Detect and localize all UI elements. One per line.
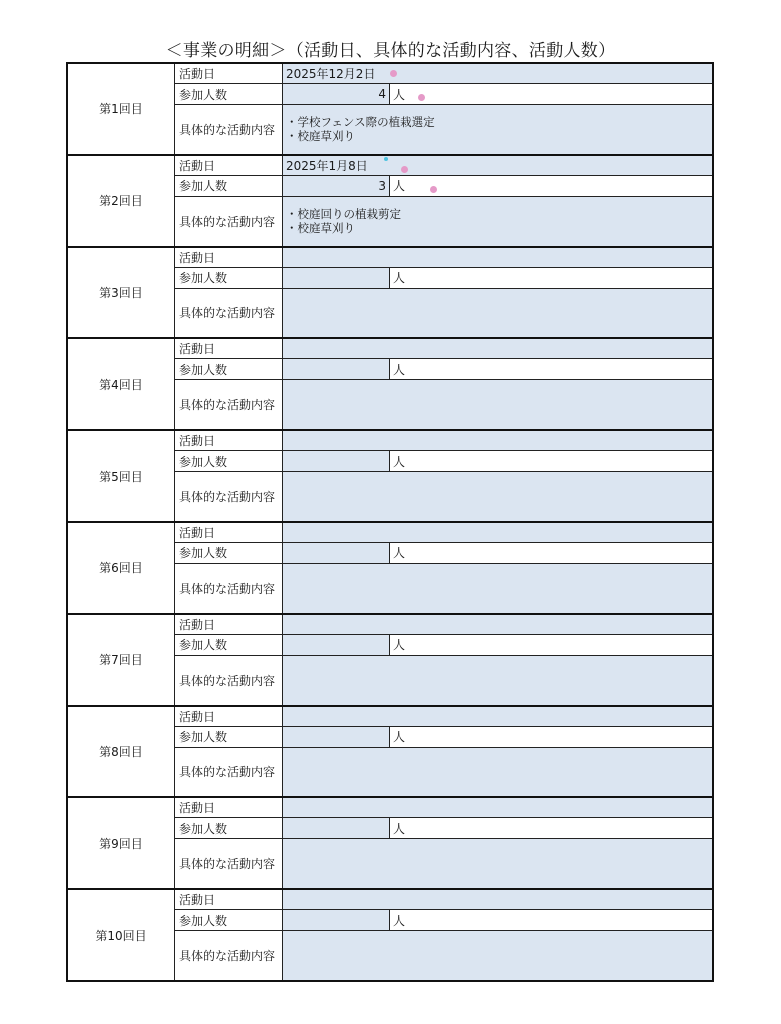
participants-unit (390, 176, 712, 196)
details-row (175, 289, 712, 338)
participants-unit (390, 268, 712, 288)
round-block (68, 431, 712, 523)
participants-unit (390, 635, 712, 655)
unit-text: 人 (393, 913, 406, 928)
participants-row (175, 818, 712, 839)
participants-row (175, 451, 712, 472)
round-label: 第6回目 (68, 523, 175, 613)
participants-field[interactable]: 4 (283, 84, 390, 104)
round-label: 第5回目 (68, 431, 175, 521)
date-row (175, 798, 712, 818)
round-block (68, 890, 712, 980)
date-row (175, 431, 712, 451)
details-label: 具体的な活動内容 (175, 472, 283, 521)
round-label: 第1回目 (68, 64, 175, 154)
participants-unit (390, 910, 712, 930)
date-label: 活動日 (175, 339, 283, 358)
unit-text: 人 (393, 638, 406, 653)
date-value: 2025年1月8日 (286, 158, 368, 173)
details-label: 具体的な活動内容 (175, 931, 283, 980)
details-label: 具体的な活動内容 (175, 289, 283, 338)
date-label: 活動日 (175, 798, 283, 817)
date-field[interactable] (283, 339, 712, 358)
date-row (175, 64, 712, 84)
details-row (175, 105, 712, 154)
page-title: ＜事業の明細＞（活動日、具体的な活動内容、活動人数） (165, 41, 616, 61)
participants-unit (390, 818, 712, 838)
participants-field[interactable] (283, 359, 390, 379)
unit-text: 人 (393, 730, 406, 745)
details-label: 具体的な活動内容 (175, 105, 283, 154)
participants-row (175, 359, 712, 380)
participants-field[interactable] (283, 910, 390, 930)
round-label: 第2回目 (68, 156, 175, 246)
details-field[interactable] (283, 380, 712, 429)
date-field[interactable] (283, 615, 712, 634)
round-block (68, 798, 712, 890)
date-field[interactable] (283, 64, 712, 83)
unit-text: 人 (393, 454, 406, 469)
participants-row (175, 727, 712, 748)
annotation-dot (384, 157, 388, 161)
date-label: 活動日 (175, 523, 283, 542)
date-row (175, 523, 712, 543)
participants-unit (390, 451, 712, 471)
participants-field[interactable] (283, 268, 390, 288)
round-label: 第4回目 (68, 339, 175, 429)
participants-label: 参加人数 (175, 451, 283, 471)
participants-label: 参加人数 (175, 176, 283, 196)
unit-text: 人 (393, 821, 406, 836)
details-field[interactable] (283, 839, 712, 888)
participants-label: 参加人数 (175, 84, 283, 104)
participants-field[interactable] (283, 818, 390, 838)
details-label: 具体的な活動内容 (175, 748, 283, 797)
date-field[interactable] (283, 523, 712, 542)
annotation-dot (430, 186, 437, 193)
participants-label: 参加人数 (175, 727, 283, 747)
participants-unit (390, 359, 712, 379)
participants-row (175, 84, 712, 105)
participants-label: 参加人数 (175, 359, 283, 379)
details-field[interactable] (283, 197, 712, 246)
unit-text: 人 (393, 362, 406, 377)
details-row (175, 564, 712, 613)
participants-unit (390, 84, 712, 104)
date-field[interactable] (283, 798, 712, 817)
unit-text: 人 (393, 179, 406, 194)
date-label: 活動日 (175, 707, 283, 726)
details-line: ・校庭草刈り (286, 221, 355, 236)
round-block (68, 523, 712, 615)
participants-unit (390, 543, 712, 563)
date-row (175, 890, 712, 910)
details-label: 具体的な活動内容 (175, 380, 283, 429)
participants-label: 参加人数 (175, 635, 283, 655)
date-label: 活動日 (175, 248, 283, 267)
date-value: 2025年12月2日 (286, 67, 376, 81)
details-field[interactable] (283, 289, 712, 338)
details-field[interactable] (283, 105, 712, 154)
round-block (68, 156, 712, 248)
date-field[interactable] (283, 890, 712, 909)
unit-text: 人 (393, 271, 406, 286)
details-label: 具体的な活動内容 (175, 197, 283, 246)
round-label: 第10回目 (68, 890, 175, 980)
details-label: 具体的な活動内容 (175, 564, 283, 613)
participants-unit (390, 727, 712, 747)
details-field[interactable] (283, 656, 712, 705)
participants-row (175, 543, 712, 564)
round-block (68, 248, 712, 340)
details-row (175, 380, 712, 429)
details-field[interactable] (283, 748, 712, 797)
details-row (175, 197, 712, 246)
date-row (175, 248, 712, 268)
date-label: 活動日 (175, 890, 283, 909)
participants-row (175, 176, 712, 197)
annotation-dot (401, 166, 408, 173)
activity-table (66, 62, 714, 982)
round-label: 第8回目 (68, 707, 175, 797)
participants-field[interactable] (283, 543, 390, 563)
date-row (175, 339, 712, 359)
participants-label: 参加人数 (175, 543, 283, 563)
details-row (175, 656, 712, 705)
date-field[interactable] (283, 248, 712, 267)
details-row (175, 472, 712, 521)
unit-text: 人 (393, 546, 406, 561)
participants-label: 参加人数 (175, 910, 283, 930)
date-field[interactable] (283, 707, 712, 726)
date-label: 活動日 (175, 156, 283, 175)
details-line: ・校庭回りの植栽剪定 (286, 207, 401, 222)
participants-row (175, 268, 712, 289)
annotation-dot (418, 94, 425, 101)
participants-label: 参加人数 (175, 818, 283, 838)
date-label: 活動日 (175, 431, 283, 450)
date-field[interactable] (283, 431, 712, 450)
details-label: 具体的な活動内容 (175, 839, 283, 888)
date-row (175, 615, 712, 635)
participants-field[interactable] (283, 727, 390, 747)
participants-field[interactable]: 3 (283, 176, 390, 196)
details-label: 具体的な活動内容 (175, 656, 283, 705)
unit-text: 人 (393, 87, 406, 102)
date-label: 活動日 (175, 615, 283, 634)
round-label: 第3回目 (68, 248, 175, 338)
round-block (68, 615, 712, 707)
date-label: 活動日 (175, 64, 283, 83)
participants-field[interactable] (283, 635, 390, 655)
participants-label: 参加人数 (175, 268, 283, 288)
round-label: 第7回目 (68, 615, 175, 705)
round-block (68, 64, 712, 156)
details-row (175, 839, 712, 888)
details-field[interactable] (283, 472, 712, 521)
details-field[interactable] (283, 564, 712, 613)
annotation-dot (390, 70, 397, 77)
participants-row (175, 910, 712, 931)
details-line: ・学校フェンス際の植栽選定 (286, 115, 435, 130)
details-field[interactable] (283, 931, 712, 980)
round-label: 第9回目 (68, 798, 175, 888)
participants-row (175, 635, 712, 656)
round-block (68, 339, 712, 431)
date-row (175, 707, 712, 727)
date-row (175, 156, 712, 176)
details-row (175, 748, 712, 797)
details-row (175, 931, 712, 980)
details-line: ・校庭草刈り (286, 129, 355, 144)
date-field[interactable] (283, 156, 712, 175)
participants-field[interactable] (283, 451, 390, 471)
round-block (68, 707, 712, 799)
